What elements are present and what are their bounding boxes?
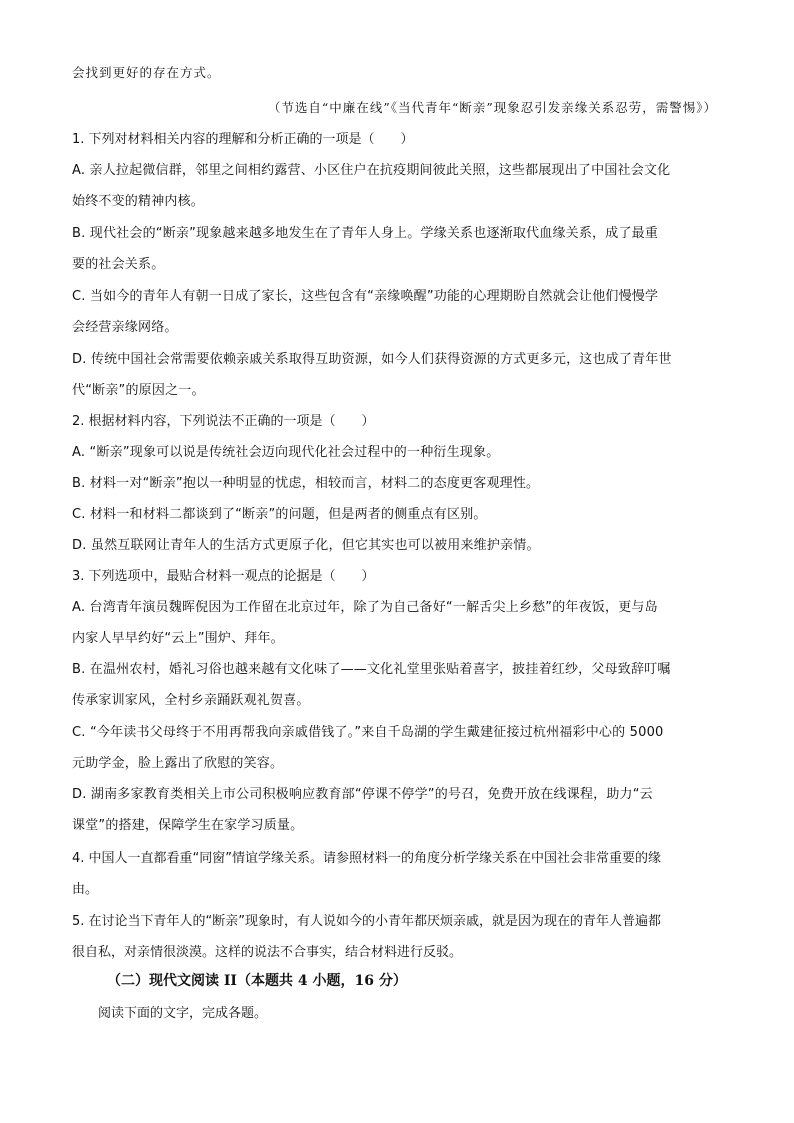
question-3-option-d-line-1: D. 湖南多家教育类相关上市公司积极响应教育部“停课不停学”的号召，免费开放在线课程，助力“云 <box>72 787 653 802</box>
passage-ending: 会找到更好的存在方式。 <box>72 65 221 80</box>
question-1-option-b-line-2: 要的社会关系。 <box>72 257 165 272</box>
question-3-option-a-line-2: 内家人早早约好“云上”围炉、拜年。 <box>72 631 284 646</box>
question-1-stem: 1. 下列对材料相关内容的理解和分析正确的一项是（ ） <box>72 132 414 147</box>
question-5-line-2: 很自私，对亲情很淡漠。这样的说法不合事实，结合材料进行反驳。 <box>72 945 463 960</box>
question-3-option-a-line-1: A. 台湾青年演员魏晖倪因为工作留在北京过年，除了为自己备好“一解舌尖上乡愁”的年夜饭，更与岛 <box>72 600 658 615</box>
question-3-option-c-line-1: C. “今年读书父母终于不用再帮我向亲戚借钱了。”来自千岛湖的学生戴建征接过杭州福彩中心的 5000 <box>72 725 664 740</box>
question-5-line-1: 5. 在讨论当下青年人的“断亲”现象时，有人说如今的小青年都厌烦亲戚，就是因为现在的青年人普遍都 <box>72 914 662 929</box>
question-1-option-a-line-1: A. 亲人拉起微信群，邻里之间相约露营、小区住户在抗疫期间彼此关照，这些都展现出了中国社会文化 <box>72 163 671 178</box>
question-2-option-d: D. 虽然互联网让青年人的生活方式更原子化，但它其实也可以被用来维护亲情。 <box>72 538 540 553</box>
question-4-line-1: 4. 中国人一直都看重“同窗”情谊学缘关系。请参照材料一的角度分析学缘关系在中国社会非常重要的缘 <box>72 851 662 866</box>
question-3-option-b-line-2: 传承家训家风，全村乡亲踊跃观礼贺喜。 <box>72 693 310 708</box>
question-3-option-d-line-2: 课堂”的搭建，保障学生在家学习质量。 <box>72 818 304 833</box>
question-2-option-c: C. 材料一和材料二都谈到了“断亲”的问题，但是两者的侧重点有区别。 <box>72 507 487 522</box>
section-heading: （二）现代文阅读 II（本题共 4 小题，16 分） <box>107 973 407 989</box>
question-2-stem: 2. 根据材料内容，下列说法不正确的一项是（ ） <box>72 414 375 429</box>
question-4-line-2: 由。 <box>72 882 99 897</box>
question-2-option-b: B. 材料一对“断亲”抱以一种明显的忧虑，相较而言，材料二的态度更客观理性。 <box>72 476 540 491</box>
question-1-option-d-line-1: D. 传统中国社会常需要依赖亲戚关系取得互助资源，如今人们获得资源的方式更多元，这也成了青年世 <box>72 352 672 367</box>
question-3-stem: 3. 下列选项中，最贴合材料一观点的论据是（ ） <box>72 569 375 584</box>
question-3-option-c-line-2: 元助学金，脸上露出了欣慰的笑容。 <box>72 756 284 771</box>
reading-instruction: 阅读下面的文字，完成各题。 <box>98 1006 268 1021</box>
question-1-option-b-line-1: B. 现代社会的“断亲”现象越来越多地发生在了青年人身上。学缘关系也逐渐取代血缘关系，成了最重 <box>72 226 659 241</box>
question-1-option-c-line-1: C. 当如今的青年人有朝一日成了家长，这些包含有“亲缘唤醒”功能的心理期盼自然就会让他们慢慢学 <box>72 289 659 304</box>
question-3-option-b-line-1: B. 在温州农村，婚礼习俗也越来越有文化味了——文化礼堂里张贴着喜字，披挂着红纱，父母致辞叮嘱 <box>72 662 671 677</box>
question-2-option-a: A. “断亲”现象可以说是传统社会迈向现代化社会过程中的一种衍生现象。 <box>72 445 500 460</box>
question-1-option-c-line-2: 会经营亲缘网络。 <box>72 320 178 335</box>
question-1-option-d-line-2: 代“断亲”的原因之一。 <box>72 383 205 398</box>
source-citation: （节选自“中廉在线”《当代青年“断亲”现象忍引发亲缘关系忍劳，需警惕》） <box>267 100 717 115</box>
question-1-option-a-line-2: 始终不变的精神内核。 <box>72 194 205 209</box>
